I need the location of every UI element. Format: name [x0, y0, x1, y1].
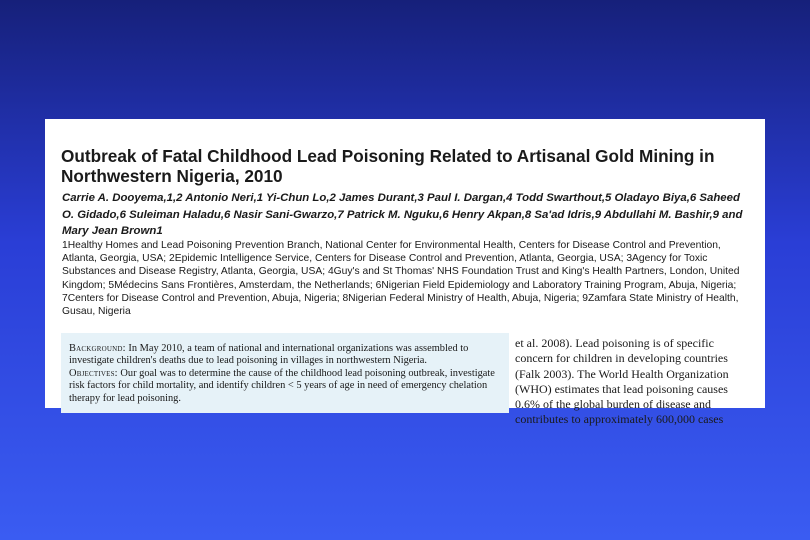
abstract-box	[61, 333, 509, 413]
paper-excerpt	[45, 119, 765, 427]
affiliations	[62, 239, 752, 318]
objectives-text: Our goal was to determine the cause of the childhood lead poisoning outbreak, investigate risk factors for child mortality, and identify children < 5 years of age in need of emergency chelation therapy for lead poisoning.	[69, 367, 495, 404]
author-list	[62, 190, 752, 240]
background-label: Background:	[69, 343, 126, 354]
body-text-column: et al. 2008). Lead poisoning is of specific concern for children in developing countries (Falk 2003). The World Health Organization (WHO) estimates that lead poisoning causes 0.6% of the global burden of disease and contributes to approximately 600,000 cases	[515, 336, 729, 427]
abstract	[69, 343, 507, 405]
background-text: In May 2010, a team of national and international organizations was assembled to investigate children's deaths due to lead poisoning in villages in northwestern Nigeria.	[69, 343, 469, 367]
affiliations-text: 1Healthy Homes and Lead Poisoning Prevention Branch, National Center for Environmental Health, Centers for Disease Control and Prevention, Atlanta, Georgia, USA; 2Epidemic Intelligence Service, Centers for Disease Control and Prevention, Atlanta, Georgia, USA; 3Agency for Toxic Substances and Disease Registry, Atlanta, Georgia, USA; 4Guy's and St Thomas' NHS Foundation Trust and King's Health Partners, London, United Kingdom; 5Médecins Sans Frontières, Amsterdam, the Netherlands; 6Nigerian Field Epidemiology and Laboratory Training Program, Abuja, Nigeria; 7Centers for Disease Control and Prevention, Abuja, Nigeria; 8Nigerian Federal Ministry of Health, Abuja, Nigeria; 9Zamfara State Ministry of Health, Gusau, Nigeria	[62, 240, 740, 318]
objectives-label: Objectives:	[69, 367, 118, 379]
paper-title: Outbreak of Fatal Childhood Lead Poisoning Related to Artisanal Gold Mining in Northwestern Nigeria, 2010	[61, 146, 715, 186]
author-list-text: Carrie A. Dooyema,1,2 Antonio Neri,1 Yi-Chun Lo,2 James Durant,3 Paul I. Dargan,4 Todd Swarthout,5 Oladayo Biya,6 Saheed O. Gidado,6 Suleiman Haladu,6 Nasir Sani-Gwarzo,7 Patrick M. Nguku,6 Henry Akpan,8 Sa'ad Idris,9 Abdullahi M. Bashir,9 and Mary Jean Brown1	[62, 192, 743, 237]
